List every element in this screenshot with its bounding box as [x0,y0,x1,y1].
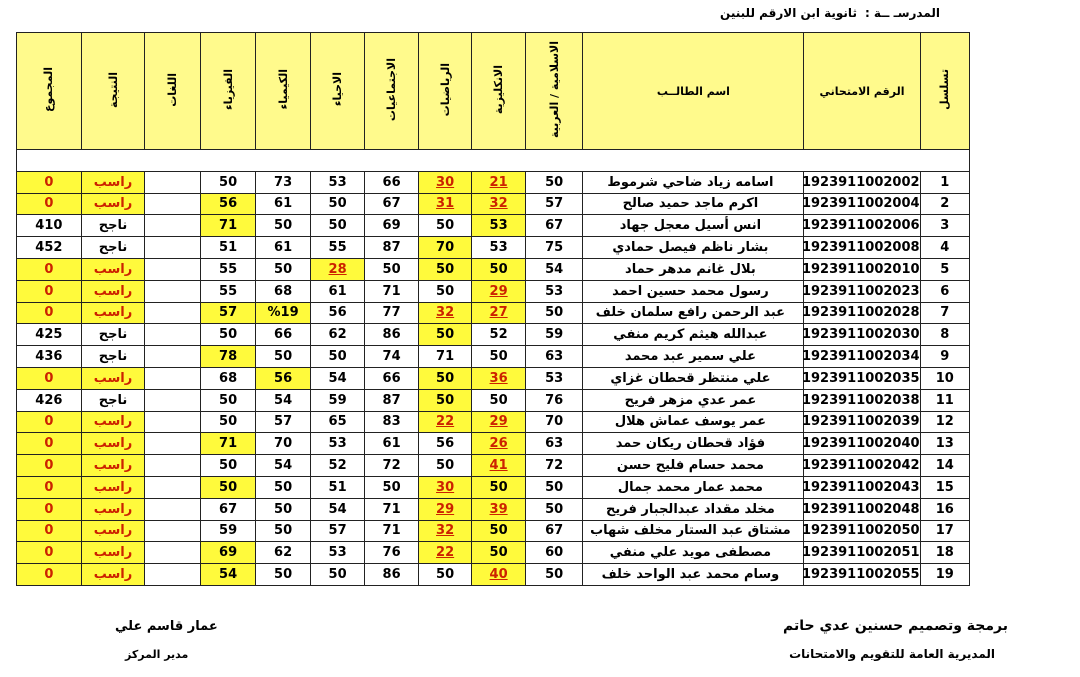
cell-eng: 52 [472,324,526,346]
cell-phy: 68 [200,367,256,389]
cell-chem: 50 [256,520,311,542]
cell-phy: 78 [200,346,256,368]
cell-phy: 50 [200,389,256,411]
cell-math: 31 [418,193,472,215]
cell-math: 50 [418,455,472,477]
header-math: الرياضيات [418,33,472,150]
table-row [17,302,970,324]
cell-total: 0 [17,193,82,215]
cell-phy: 50 [200,411,256,433]
cell-isl: 72 [525,455,583,477]
cell-bio: 52 [310,455,365,477]
cell-isl: 54 [525,258,583,280]
cell-math: 22 [418,542,472,564]
table-row [17,498,970,520]
cell-result: راسب [81,455,145,477]
cell-name: مصطفى مويد علي منفي [583,542,804,564]
table-row [17,433,970,455]
cell-id: 1923911002030 [804,324,920,346]
cell-result: راسب [81,171,145,193]
table-row [17,193,970,215]
cell-total: 0 [17,171,82,193]
cell-soc: 71 [365,280,419,302]
table-row [17,476,970,498]
table-row [17,389,970,411]
cell-math: 50 [418,324,472,346]
header-islamic-arabic: الاسلامية / العربية [525,33,583,150]
cell-result: راسب [81,542,145,564]
cell-lang [145,498,201,520]
cell-eng: 29 [472,411,526,433]
cell-eng: 50 [472,542,526,564]
cell-isl: 67 [525,215,583,237]
cell-phy: 54 [200,564,256,586]
cell-eng: 39 [472,498,526,520]
cell-chem: 68 [256,280,311,302]
cell-name: مخلد مقداد عبدالجبار فريح [583,498,804,520]
cell-serial: 10 [920,367,969,389]
cell-total: 436 [17,346,82,368]
cell-isl: 53 [525,280,583,302]
cell-soc: 61 [365,433,419,455]
cell-eng: 41 [472,455,526,477]
cell-isl: 76 [525,389,583,411]
cell-name: عبد الرحمن رافع سلمان خلف [583,302,804,324]
header-exam-id: الرقم الامتحاني [804,33,920,150]
cell-soc: 50 [365,258,419,280]
cell-name: محمد عمار محمد جمال [583,476,804,498]
cell-serial: 3 [920,215,969,237]
cell-chem: 54 [256,389,311,411]
cell-isl: 63 [525,346,583,368]
cell-result: ناجح [81,346,145,368]
cell-name: اسامه زياد ضاحي شرموط [583,171,804,193]
cell-lang [145,520,201,542]
cell-serial: 5 [920,258,969,280]
cell-isl: 50 [525,171,583,193]
cell-result: راسب [81,193,145,215]
cell-lang [145,324,201,346]
cell-math: 50 [418,215,472,237]
cell-id: 1923911002040 [804,433,920,455]
cell-result: راسب [81,498,145,520]
cell-math: 32 [418,302,472,324]
cell-result: راسب [81,302,145,324]
cell-phy: 71 [200,215,256,237]
cell-eng: 53 [472,215,526,237]
school-label: المدرسـ ــة : [864,6,940,20]
cell-isl: 53 [525,367,583,389]
cell-serial: 12 [920,411,969,433]
cell-id: 1923911002050 [804,520,920,542]
cell-result: ناجح [81,215,145,237]
cell-math: 29 [418,498,472,520]
cell-bio: 59 [310,389,365,411]
cell-id: 1923911002042 [804,455,920,477]
cell-bio: 61 [310,280,365,302]
header-total: المجموع [17,33,82,150]
cell-serial: 9 [920,346,969,368]
cell-phy: 50 [200,171,256,193]
cell-lang [145,476,201,498]
cell-bio: 65 [310,411,365,433]
cell-result: ناجح [81,237,145,259]
school-line [720,6,940,20]
cell-serial: 8 [920,324,969,346]
cell-name: محمد حسام فليح حسن [583,455,804,477]
cell-total: 410 [17,215,82,237]
cell-chem: 62 [256,542,311,564]
cell-serial: 17 [920,520,969,542]
cell-phy: 67 [200,498,256,520]
designer-credit: برمجة وتصميم حسنين عدي حاتم [783,618,1008,634]
cell-serial: 14 [920,455,969,477]
cell-isl: 70 [525,411,583,433]
cell-math: 71 [418,346,472,368]
table-row [17,411,970,433]
results-table [16,32,970,586]
cell-eng: 29 [472,280,526,302]
cell-chem: 56 [256,367,311,389]
table-row [17,324,970,346]
cell-soc: 77 [365,302,419,324]
cell-eng: 21 [472,171,526,193]
cell-result: ناجح [81,324,145,346]
cell-serial: 13 [920,433,969,455]
cell-chem: 50 [256,564,311,586]
cell-lang [145,171,201,193]
cell-id: 1923911002035 [804,367,920,389]
cell-chem: 50 [256,498,311,520]
cell-math: 50 [418,258,472,280]
cell-lang [145,542,201,564]
cell-total: 0 [17,498,82,520]
cell-phy: 55 [200,280,256,302]
cell-lang [145,564,201,586]
cell-eng: 27 [472,302,526,324]
cell-name: مشتاق عبد الستار مخلف شهاب [583,520,804,542]
manager-name: عمار قاسم علي [115,619,218,634]
cell-soc: 66 [365,367,419,389]
cell-lang [145,237,201,259]
cell-math: 30 [418,171,472,193]
cell-serial: 11 [920,389,969,411]
cell-eng: 50 [472,258,526,280]
cell-isl: 60 [525,542,583,564]
cell-isl: 59 [525,324,583,346]
cell-total: 425 [17,324,82,346]
cell-phy: 59 [200,520,256,542]
header-physics: الفيزياء [200,33,256,150]
cell-soc: 87 [365,389,419,411]
cell-phy: 50 [200,455,256,477]
cell-math: 50 [418,564,472,586]
cell-math: 30 [418,476,472,498]
manager-title: مدير المركز [125,648,189,661]
cell-chem: 50 [256,476,311,498]
cell-total: 0 [17,564,82,586]
cell-result: راسب [81,280,145,302]
header-languages: اللغات [145,33,201,150]
table-row [17,564,970,586]
cell-serial: 15 [920,476,969,498]
cell-isl: 75 [525,237,583,259]
cell-phy: 50 [200,324,256,346]
cell-bio: 62 [310,324,365,346]
cell-eng: 53 [472,237,526,259]
cell-id: 1923911002028 [804,302,920,324]
cell-isl: 50 [525,302,583,324]
cell-serial: 2 [920,193,969,215]
table-row [17,455,970,477]
cell-name: وسام محمد عبد الواحد خلف [583,564,804,586]
cell-bio: 55 [310,237,365,259]
cell-eng: 50 [472,520,526,542]
cell-lang [145,367,201,389]
header-social: الاجتماعيات [365,33,419,150]
cell-name: بشار ناظم فيصل حمادي [583,237,804,259]
cell-total: 0 [17,411,82,433]
cell-phy: 50 [200,476,256,498]
cell-eng: 50 [472,389,526,411]
cell-lang [145,411,201,433]
cell-id: 1923911002023 [804,280,920,302]
cell-eng: 32 [472,193,526,215]
cell-total: 0 [17,367,82,389]
cell-id: 1923911002051 [804,542,920,564]
cell-math: 50 [418,389,472,411]
cell-name: انس أسيل معجل جهاد [583,215,804,237]
cell-soc: 50 [365,476,419,498]
cell-chem: 70 [256,433,311,455]
cell-chem: 50 [256,258,311,280]
cell-isl: 57 [525,193,583,215]
table-row [17,520,970,542]
cell-name: رسول محمد حسين احمد [583,280,804,302]
cell-chem: 50 [256,346,311,368]
cell-id: 1923911002039 [804,411,920,433]
table-row [17,542,970,564]
cell-total: 452 [17,237,82,259]
cell-bio: 50 [310,346,365,368]
cell-math: 50 [418,280,472,302]
cell-serial: 4 [920,237,969,259]
table-row [17,215,970,237]
cell-soc: 72 [365,455,419,477]
cell-result: راسب [81,433,145,455]
cell-serial: 6 [920,280,969,302]
cell-bio: 56 [310,302,365,324]
cell-eng: 50 [472,346,526,368]
cell-result: راسب [81,411,145,433]
cell-chem: 57 [256,411,311,433]
table-row [17,171,970,193]
cell-soc: 76 [365,542,419,564]
cell-total: 0 [17,280,82,302]
cell-bio: 50 [310,215,365,237]
cell-math: 56 [418,433,472,455]
cell-id: 1923911002004 [804,193,920,215]
cell-soc: 67 [365,193,419,215]
cell-serial: 19 [920,564,969,586]
table-row [17,346,970,368]
cell-soc: 87 [365,237,419,259]
cell-bio: 54 [310,498,365,520]
cell-total: 0 [17,433,82,455]
cell-bio: 54 [310,367,365,389]
cell-id: 1923911002038 [804,389,920,411]
cell-soc: 74 [365,346,419,368]
cell-lang [145,215,201,237]
cell-lang [145,258,201,280]
cell-lang [145,455,201,477]
cell-lang [145,280,201,302]
cell-id: 1923911002055 [804,564,920,586]
header-row [17,33,970,150]
cell-lang [145,302,201,324]
header-result: النتيجة [81,33,145,150]
cell-id: 1923911002008 [804,237,920,259]
cell-chem: %19 [256,302,311,324]
cell-phy: 51 [200,237,256,259]
cell-soc: 69 [365,215,419,237]
cell-total: 0 [17,542,82,564]
cell-phy: 56 [200,193,256,215]
table-row [17,280,970,302]
cell-phy: 69 [200,542,256,564]
cell-result: راسب [81,476,145,498]
table-row [17,367,970,389]
cell-soc: 86 [365,324,419,346]
cell-bio: 51 [310,476,365,498]
header-serial: تسلسل [920,33,969,150]
header-name: اسم الطالــب [583,33,804,150]
cell-id: 1923911002010 [804,258,920,280]
cell-id: 1923911002002 [804,171,920,193]
cell-soc: 86 [365,564,419,586]
cell-id: 1923911002048 [804,498,920,520]
cell-chem: 61 [256,193,311,215]
cell-lang [145,193,201,215]
cell-result: راسب [81,564,145,586]
cell-math: 70 [418,237,472,259]
cell-total: 0 [17,302,82,324]
cell-chem: 54 [256,455,311,477]
cell-bio: 53 [310,171,365,193]
cell-soc: 83 [365,411,419,433]
cell-phy: 55 [200,258,256,280]
cell-isl: 50 [525,564,583,586]
cell-total: 0 [17,476,82,498]
cell-soc: 71 [365,520,419,542]
school-name: ثانوية ابن الارقم للبنين [720,6,857,20]
cell-eng: 50 [472,476,526,498]
cell-name: عمر عدي مزهر فريح [583,389,804,411]
cell-isl: 50 [525,476,583,498]
cell-lang [145,433,201,455]
cell-soc: 66 [365,171,419,193]
cell-result: راسب [81,520,145,542]
cell-bio: 50 [310,193,365,215]
cell-name: اكرم ماجد حميد صالح [583,193,804,215]
cell-isl: 50 [525,498,583,520]
cell-serial: 1 [920,171,969,193]
cell-lang [145,346,201,368]
cell-eng: 26 [472,433,526,455]
cell-bio: 28 [310,258,365,280]
header-chemistry: الكيمياء [256,33,311,150]
cell-result: راسب [81,258,145,280]
cell-isl: 63 [525,433,583,455]
cell-eng: 36 [472,367,526,389]
cell-chem: 50 [256,215,311,237]
header-english: الانكليزية [472,33,526,150]
cell-phy: 71 [200,433,256,455]
cell-isl: 67 [525,520,583,542]
cell-phy: 57 [200,302,256,324]
cell-name: عبدالله هيثم كريم منفي [583,324,804,346]
cell-chem: 61 [256,237,311,259]
cell-name: بلال غانم مدهر حماد [583,258,804,280]
cell-lang [145,389,201,411]
cell-bio: 53 [310,433,365,455]
cell-total: 0 [17,520,82,542]
directorate-name: المديرية العامة للتقويم والامتحانات [789,647,995,661]
cell-name: عمر يوسف عماش هلال [583,411,804,433]
cell-total: 0 [17,258,82,280]
cell-id: 1923911002006 [804,215,920,237]
cell-id: 1923911002034 [804,346,920,368]
header-biology: الاحياء [310,33,365,150]
cell-chem: 66 [256,324,311,346]
cell-serial: 18 [920,542,969,564]
cell-chem: 73 [256,171,311,193]
cell-result: راسب [81,367,145,389]
cell-bio: 50 [310,564,365,586]
cell-id: 1923911002043 [804,476,920,498]
cell-name: علي سمير عبد محمد [583,346,804,368]
cell-total: 426 [17,389,82,411]
cell-name: علي منتظر قحطان غزاي [583,367,804,389]
cell-eng: 40 [472,564,526,586]
cell-math: 50 [418,367,472,389]
table-row [17,237,970,259]
cell-serial: 7 [920,302,969,324]
cell-soc: 71 [365,498,419,520]
cell-math: 22 [418,411,472,433]
cell-name: فؤاد قحطان ريكان حمد [583,433,804,455]
table-row [17,258,970,280]
cell-result: ناجح [81,389,145,411]
cell-bio: 57 [310,520,365,542]
cell-total: 0 [17,455,82,477]
results-body [17,171,970,585]
cell-math: 32 [418,520,472,542]
cell-bio: 53 [310,542,365,564]
cell-serial: 16 [920,498,969,520]
